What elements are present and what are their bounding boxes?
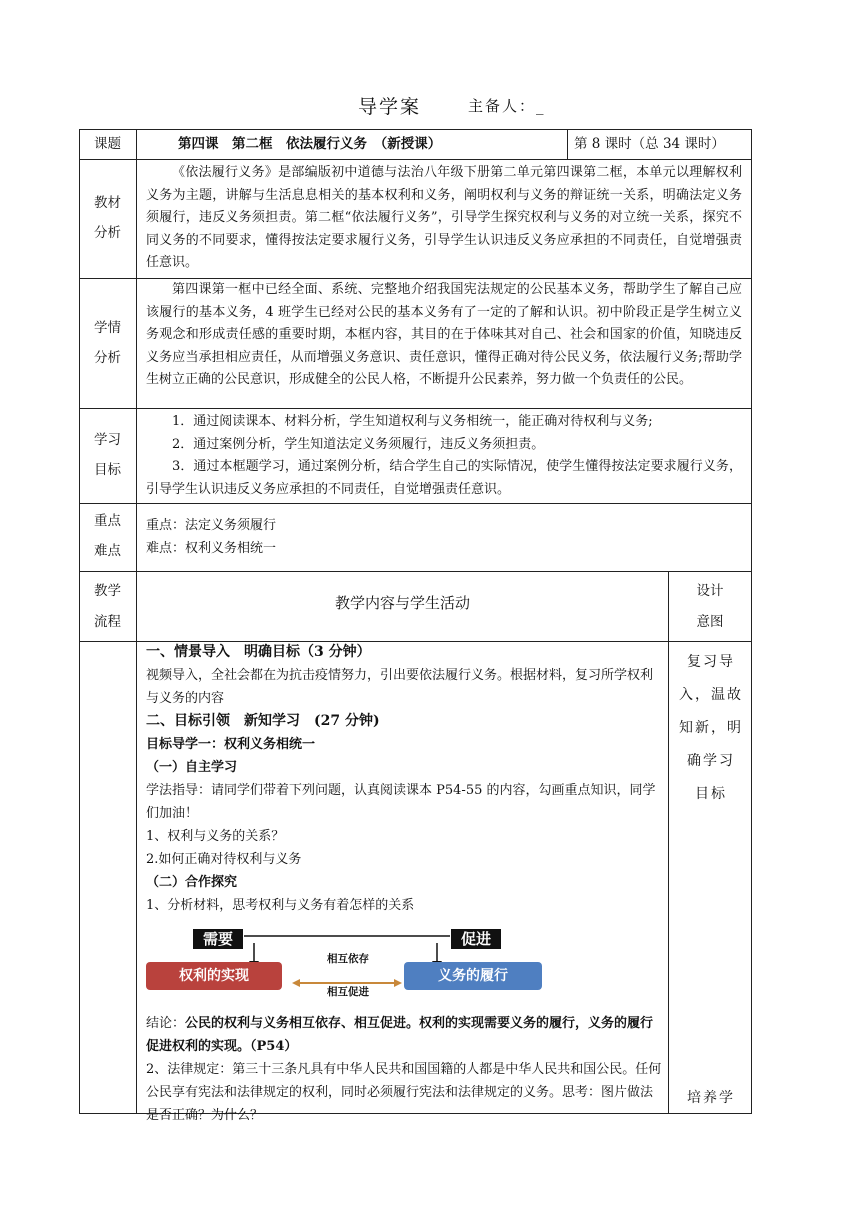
lesson-period: 第 8 课时（总 34 课时）: [574, 136, 725, 152]
mutual-promotion-label: 相互促进: [327, 986, 369, 998]
keypoints-text: [146, 515, 742, 560]
rights-duties-diagram: [146, 917, 664, 1009]
flow-label: 教学 流程: [94, 583, 121, 630]
material-analysis-text: 《依法履行义务》是部编版初中道德与法治八年级下册第二单元第四课第二框，本单元以理解权利义务为主题，讲解与生活息息相关的基本权利和义务，阐明权利与义务的辩证统一关系，明确法定义务须履行，违反义务须担责。第二框“依法履行义务”，引导学生探究权利与义务的对立统一关系，探究不同义务的不同要求，懂得按法定要求履行义务，引导学生认识违反义务应承担的不同责任，自觉增强责任意识。: [146, 165, 742, 270]
promote-tag: 促进: [451, 929, 501, 949]
lesson-label: 课题: [94, 136, 121, 152]
goals-list: [146, 411, 742, 501]
rights-box: 权利的实现: [146, 962, 282, 990]
goal1-title: 目标导学一：权利义务相统一: [146, 737, 316, 752]
design-intent: 复习导 入，温故 知新，明 确学习 目标: [679, 654, 743, 802]
preparer-label: 主备人：_: [468, 97, 546, 115]
goal-item: 3．通过本框题学习，通过案例分析，结合学生自己的实际情况，使学生懂得按法定要求履行义务，引导学生认识违反义务应承担的不同责任，自觉增强责任意识。: [146, 459, 742, 497]
question-2: 2.如何正确对待权利与义务: [146, 852, 302, 867]
key-point: 重点：法定义务须履行: [146, 518, 277, 533]
coop-question-1: 1、分析材料，思考权利与义务有着怎样的关系: [146, 898, 415, 913]
goal-item: 2．通过案例分析，学生知道法定义务须履行，违反义务须担责。: [172, 436, 545, 452]
need-tag: 需要: [193, 929, 243, 949]
self-study-title: （一）自主学习: [146, 760, 238, 775]
conclusion-prefix: 结论：: [146, 1016, 186, 1031]
law-text: 2、法律规定：第三十三条凡具有中华人民共和国国籍的人都是中华人民共和国公民。任何公民享有宪法和法律规定的权利，同时必须履行宪法和法律规定的义务。思考：图片做法是否正确？为什么？: [146, 1062, 662, 1123]
lesson-content: [146, 641, 664, 1127]
student-analysis-text: 第四课第一框中已经全面、系统、完整地介绍我国宪法规定的公民基本义务，帮助学生了解自己应该履行的基本义务，4 班学生已经对公民的基本义务有了一定的了解和认识。初中阶段正是学生树立义务观念和形成责任感的重要时期，本框内容，其目的在于体味其对自己、社会和国家的价值，知晓违反义务应当承担相应责任，从而增强义务意识、责任意识，懂得正确对待公民义务，依法履行义务;帮助学生树立正确的公民意识，形成健全的公民人格，不断提升公民素养，努力做一个负责任的公民。: [146, 282, 742, 387]
lesson-title: 第四课 第二框 依法履行义务 （新授课）: [178, 136, 442, 152]
flow-center-title: 教学内容与学生活动: [334, 594, 470, 612]
material-label: 教材 分析: [94, 195, 121, 241]
self-study-text: 学法指导：请同学们带着下列问题，认真阅读课本 P54-55 的内容，勾画重点知识，同学们加油！: [146, 783, 656, 821]
mutual-dependence-label: 相互依存: [327, 953, 369, 965]
coop-title: （二）合作探究: [146, 875, 238, 890]
part1-title: 一、情景导入 明确目标（3 分钟）: [146, 644, 371, 660]
title-line: [0, 92, 860, 120]
difficult-point: 难点：权利义务相统一: [146, 540, 277, 556]
part2-title: 二、目标引领 新知学习 (27 分钟): [146, 713, 380, 729]
doc-title: 导学案: [358, 96, 422, 118]
goal-item: 1．通过阅读课本、材料分析，学生知道权利与义务相统一，能正确对待权利与义务;: [172, 414, 653, 429]
conclusion-text: 公民的权利与义务相互依存、相互促进。权利的实现需要义务的履行，义务的履行促进权利的实现。（P54）: [146, 1016, 654, 1054]
conclusion: [146, 1012, 664, 1058]
design-intent-bottom: 培养学: [687, 1090, 735, 1106]
students-label: 学情 分析: [94, 320, 121, 366]
duties-box: 义务的履行: [404, 962, 542, 990]
question-1: 1、权利与义务的关系？: [146, 829, 285, 844]
intent-label: 设计 意图: [696, 583, 724, 630]
keypoints-label: 重点 难点: [94, 513, 121, 559]
goals-label: 学习 目标: [94, 432, 121, 478]
part1-text: 视频导入，全社会都在为抗击疫情努力，引出要依法履行义务。根据材料，复习所学权利与义务的内容: [146, 668, 654, 706]
